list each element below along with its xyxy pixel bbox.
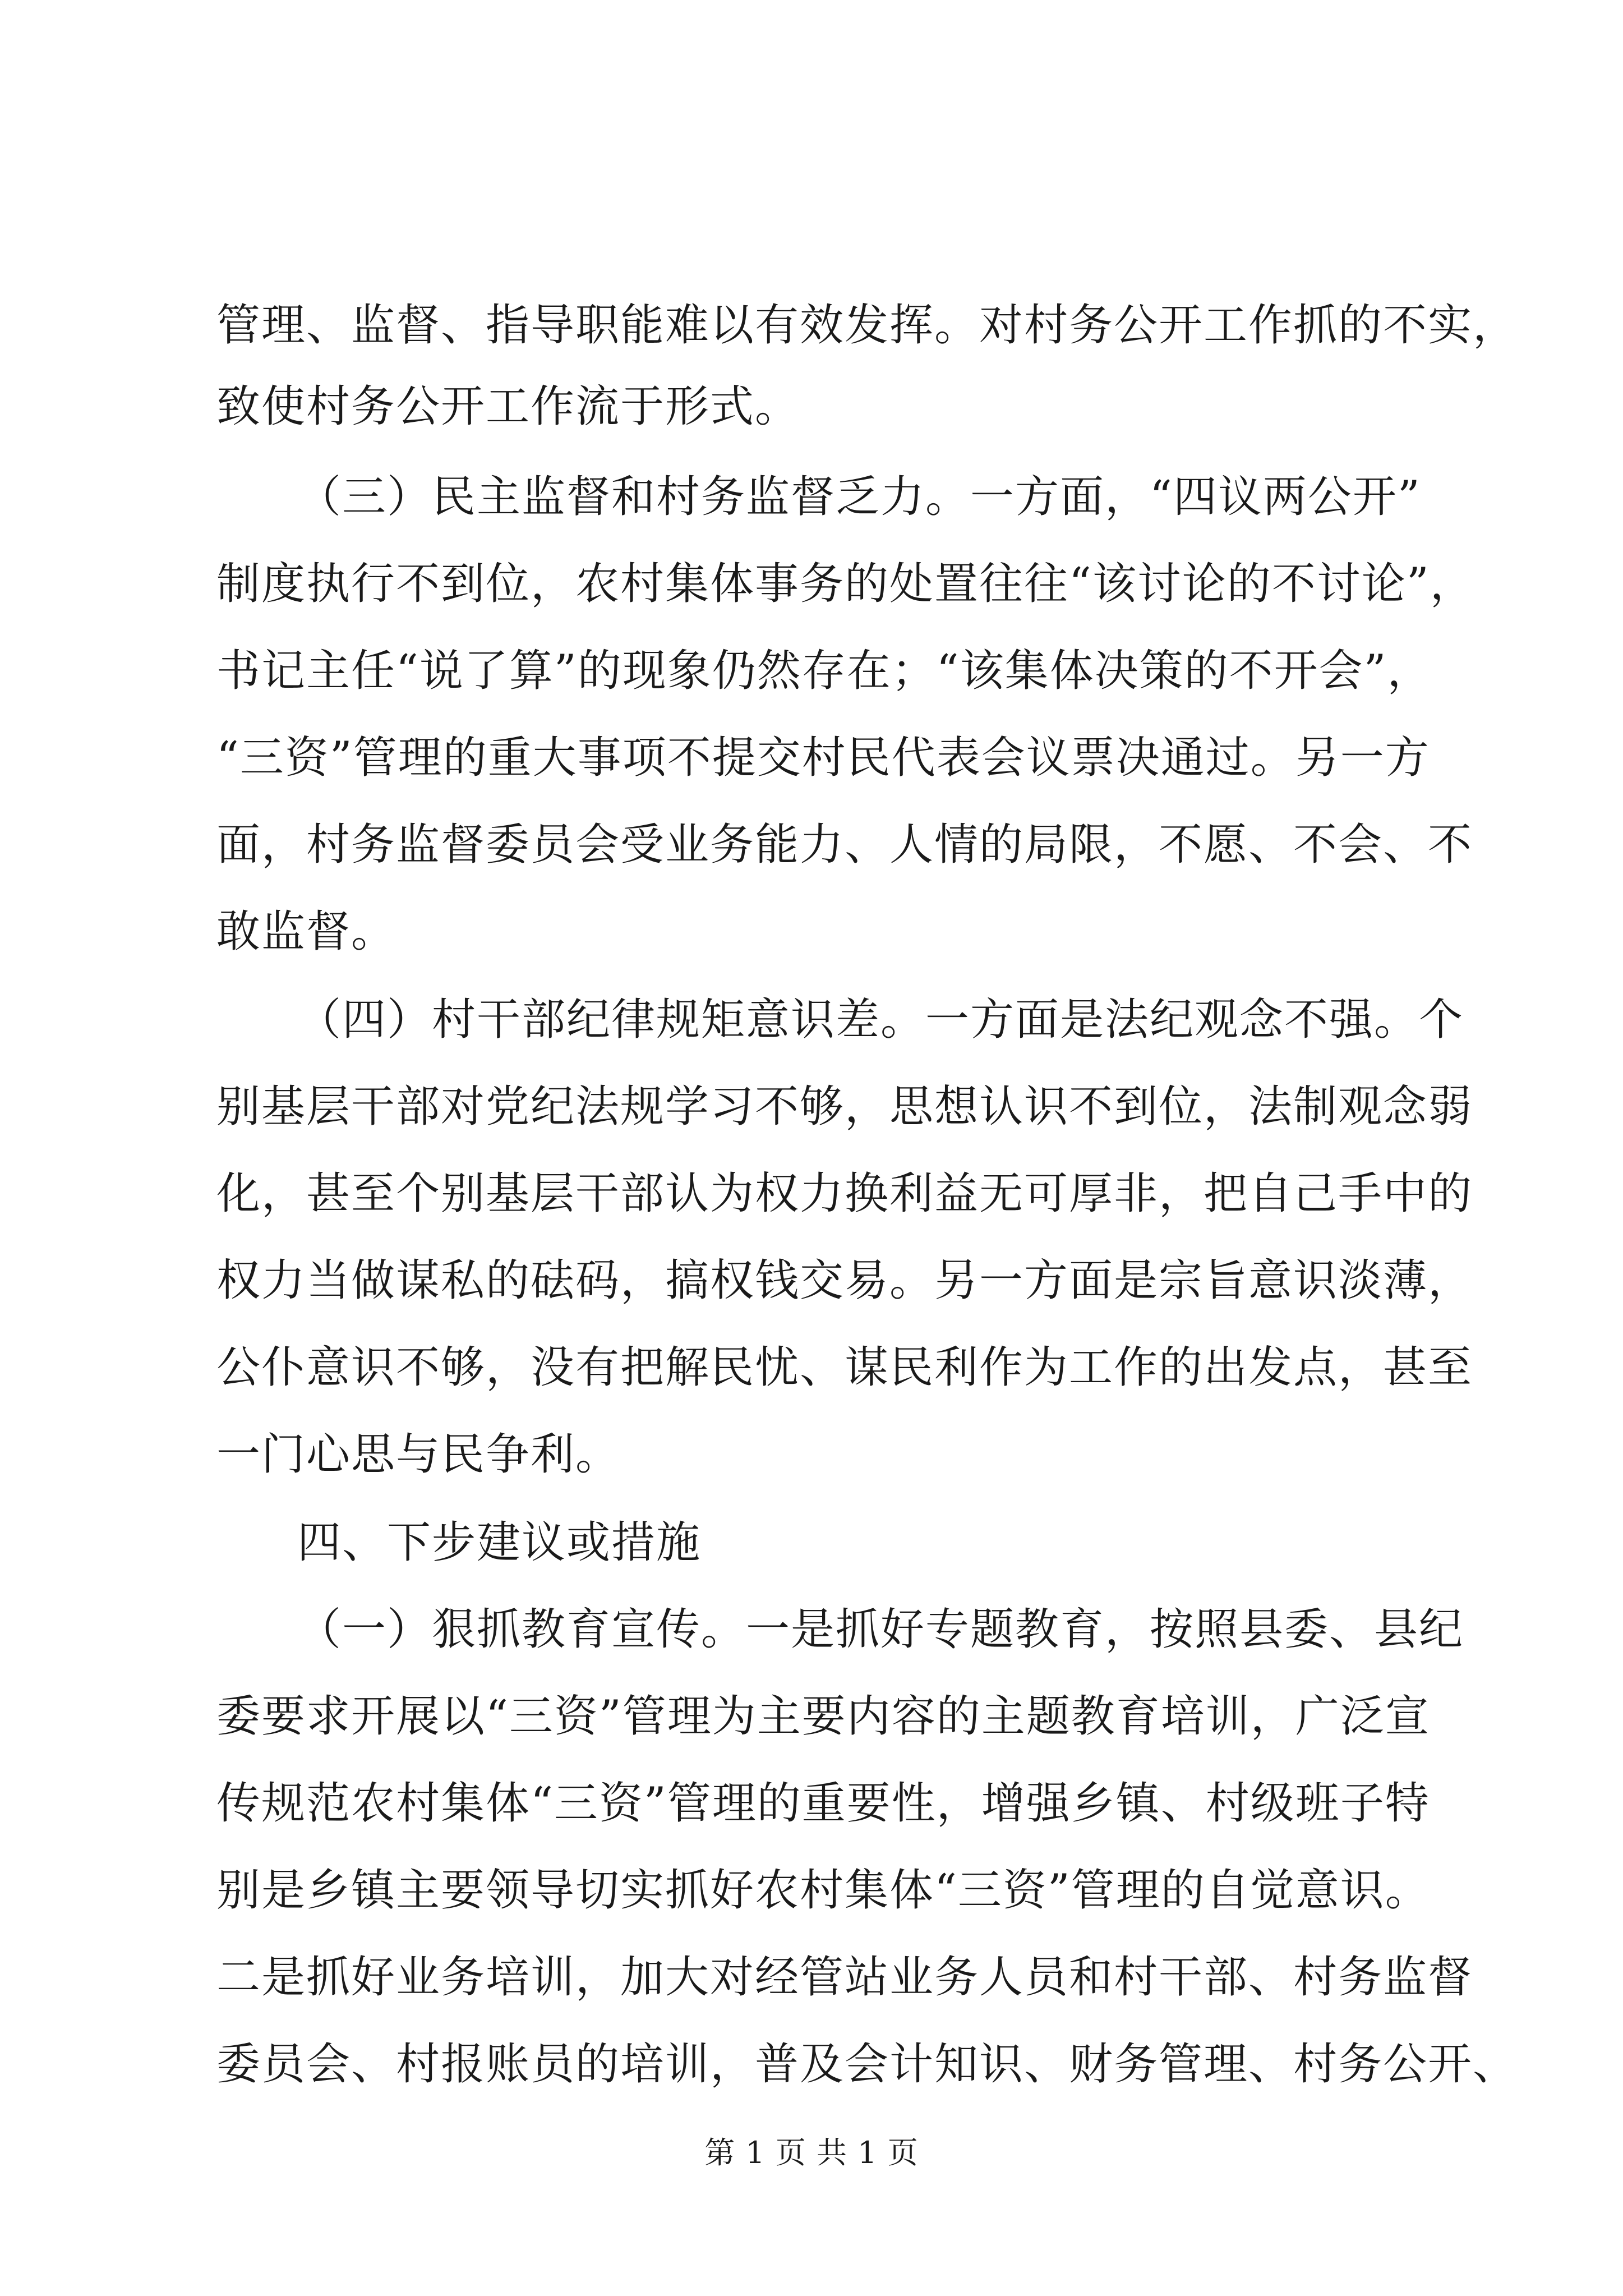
text-line-content: 委要求开展以“三资”管理为主要内容的主题教育培训，广泛宣 xyxy=(216,1691,1430,1742)
text-line-content: 致使村务公开工作流于形式。 xyxy=(216,381,800,432)
page-number-footer: 第 1 页 共 1 页 xyxy=(704,2135,919,2170)
text-line xyxy=(0,629,1623,713)
text-line-content: 制度执行不到位，农村集体事务的处置往往“该讨论的不讨论”， xyxy=(216,559,1475,609)
text-line xyxy=(0,1848,1623,1932)
text-line-content: 敢监督。 xyxy=(216,907,396,957)
text-line-content: 化，甚至个别基层干部认为权力换利益无可厚非，把自己手中的 xyxy=(216,1168,1473,1219)
text-line xyxy=(0,1588,1623,1672)
text-line-content: 传规范农村集体“三资”管理的重要性，增强乡镇、村级班子特 xyxy=(216,1778,1430,1829)
text-line-content: 二是抓好业务培训，加大对经管站业务人员和村干部、村务监督 xyxy=(216,1952,1473,2003)
text-line xyxy=(0,716,1623,800)
text-line-content: （三）民主监督和村务监督乏力。一方面，“四议两公开” xyxy=(297,472,1421,522)
text-line xyxy=(0,1065,1623,1149)
text-line-content: 管理、监督、指导职能难以有效发挥。对村务公开工作抓的不实， xyxy=(216,300,1518,351)
text-line xyxy=(0,1239,1623,1323)
text-line xyxy=(0,455,1623,539)
text-line xyxy=(0,542,1623,626)
text-line-content: （四）村干部纪律规矩意识差。一方面是法纪观念不强。个 xyxy=(297,995,1464,1045)
text-line xyxy=(0,1935,1623,2019)
text-line xyxy=(0,1326,1623,1410)
text-line xyxy=(0,978,1623,1062)
text-line xyxy=(0,283,1623,367)
text-line xyxy=(0,803,1623,887)
text-line xyxy=(0,1412,1623,1497)
section-heading xyxy=(0,1501,1623,1585)
text-line-content: 书记主任“说了算”的现象仍然存在；“该集体决策的不开会”， xyxy=(216,646,1432,696)
text-line xyxy=(0,1152,1623,1236)
text-line xyxy=(0,2022,1623,2106)
text-line-content: 权力当做谋私的砝码，搞权钱交易。另一方面是宗旨意识淡薄， xyxy=(216,1255,1473,1306)
text-line-content: 别基层干部对党纪法规学习不够，思想认识不到位，法制观念弱 xyxy=(216,1082,1473,1132)
text-line-content: （一）狠抓教育宣传。一是抓好专题教育，按照县委、县纪 xyxy=(297,1604,1464,1655)
text-line xyxy=(0,1761,1623,1846)
text-line-content: 一门心思与民争利。 xyxy=(216,1429,621,1480)
text-line-content: 面，村务监督委员会受业务能力、人情的局限，不愿、不会、不 xyxy=(216,820,1473,870)
text-line-content: 委员会、村报账员的培训，普及会计知识、财务管理、村务公开、 xyxy=(216,2039,1518,2090)
text-line xyxy=(0,1674,1623,1759)
text-line xyxy=(0,365,1623,449)
text-line-content: “三资”管理的重大事项不提交村民代表会议票决通过。另一方 xyxy=(216,733,1430,783)
text-line xyxy=(0,890,1623,974)
text-line-content: 公仆意识不够，没有把解民忧、谋民利作为工作的出发点，甚至 xyxy=(216,1342,1473,1393)
text-line-content: 别是乡镇主要领导切实抓好农村集体“三资”管理的自觉意识。 xyxy=(216,1865,1430,1916)
section-heading-text: 四、下步建议或措施 xyxy=(297,1517,702,1568)
